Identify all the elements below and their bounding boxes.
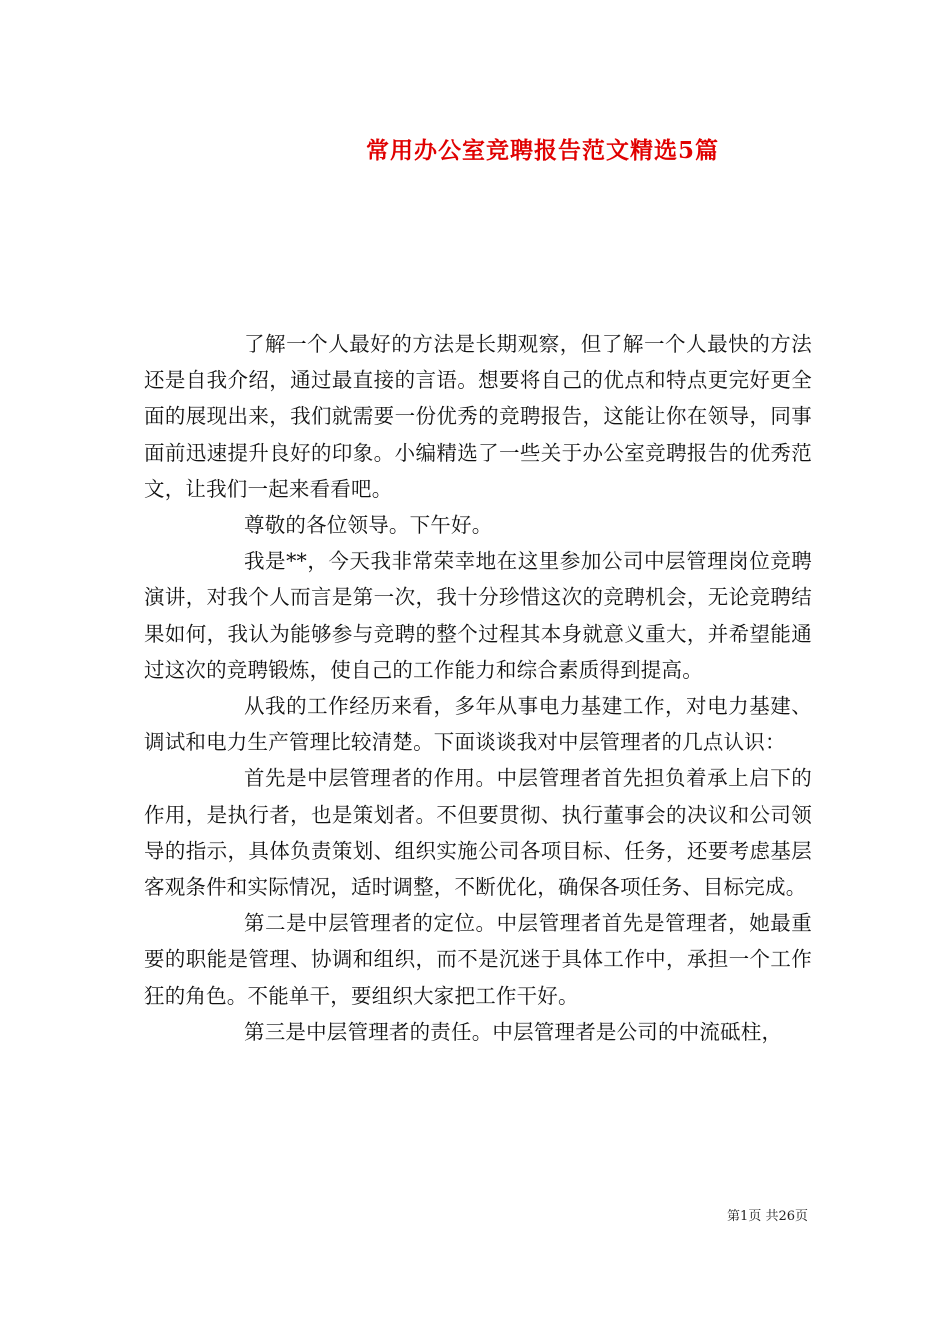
- paragraph: 我是**，今天我非常荣幸地在这里参加公司中层管理岗位竞聘演讲，对我个人而言是第一次，我十分珍惜这次的竞聘机会，无论竞聘结果如何，我认为能够参与竞聘的整个过程其本身就意义重大，并希望能通过这次的竞聘锻炼，使自己的工作能力和综合素质得到提高。: [144, 549, 812, 682]
- document-title: 常用办公室竞聘报告范文精选5篇: [365, 137, 719, 164]
- page-number-footer: 第1页 共26页: [727, 1209, 808, 1224]
- paragraph: 第三是中层管理者的责任。中层管理者是公司的中流砥柱，: [244, 1019, 783, 1044]
- paragraph: 尊敬的各位领导。下午好。: [244, 513, 493, 538]
- paragraph: 从我的工作经历来看，多年从事电力基建工作，对电力基建、调试和电力生产管理比较清楚。下面谈谈我对中层管理者的几点认识：: [144, 694, 812, 755]
- paragraph: 第二是中层管理者的定位。中层管理者首先是管理者，她最重要的职能是管理、协调和组织，而不是沉迷于具体工作中，承担一个工作狂的角色。不能单干，要组织大家把工作干好。: [144, 911, 812, 1008]
- document-body: [144, 326, 812, 1050]
- paragraph: 了解一个人最好的方法是长期观察，但了解一个人最快的方法还是自我介绍，通过最直接的言语。想要将自己的优点和特点更完好更全面的展现出来，我们就需要一份优秀的竞聘报告，这能让你在领导，同事面前迅速提升良好的印象。小编精选了一些关于办公室竞聘报告的优秀范文，让我们一起来看看吧。: [144, 332, 812, 501]
- paragraph: 首先是中层管理者的作用。中层管理者首先担负着承上启下的作用，是执行者，也是策划者。不但要贯彻、执行董事会的决议和公司领导的指示，具体负责策划、组织实施公司各项目标、任务，还要考虑基层客观条件和实际情况，适时调整，不断优化，确保各项任务、目标完成。: [144, 766, 812, 900]
